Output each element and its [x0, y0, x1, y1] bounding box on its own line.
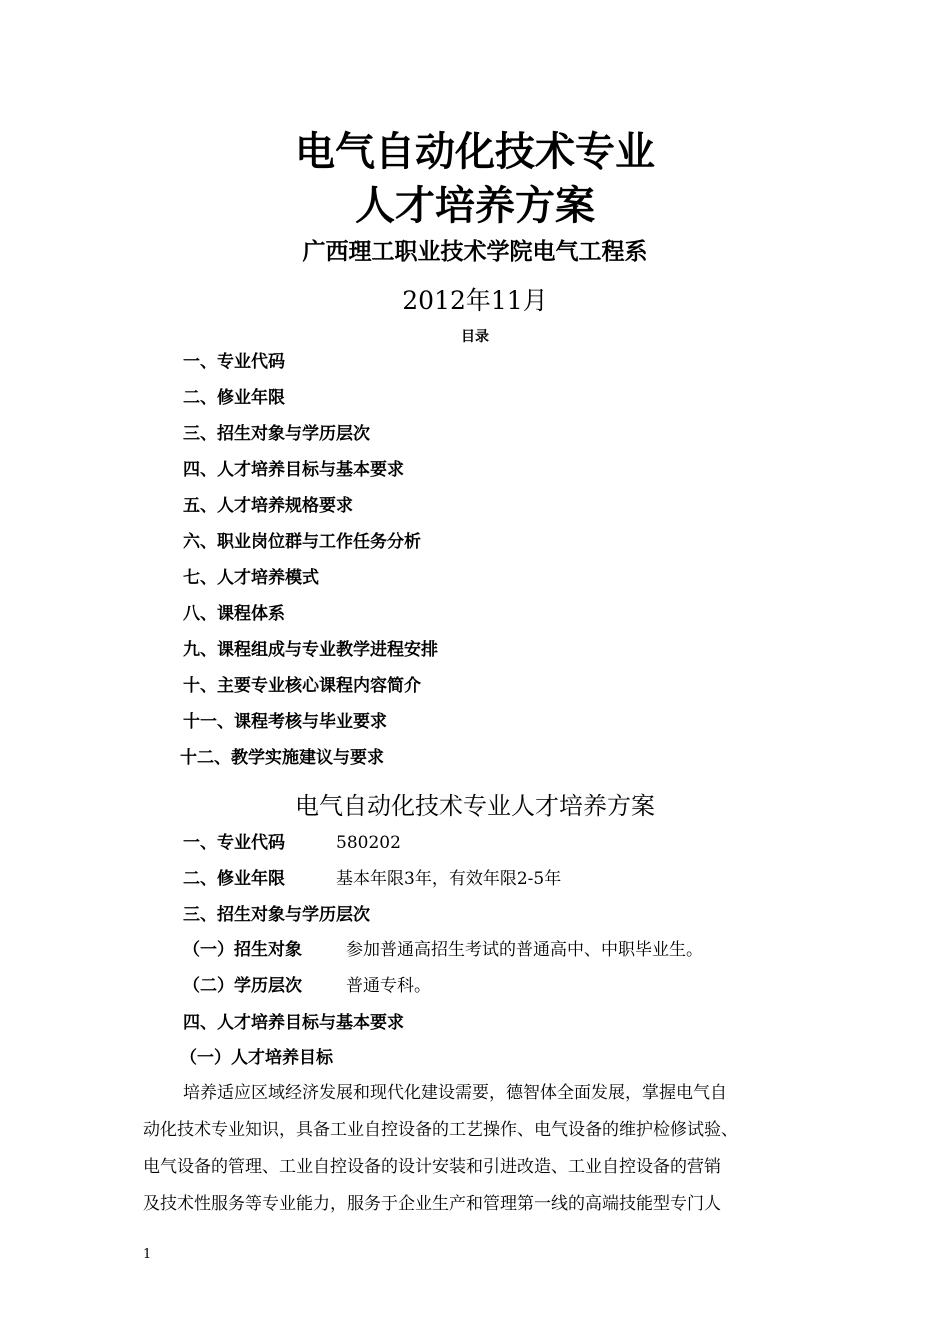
- toc-item-1: 一、专业代码: [183, 352, 285, 372]
- section-3-heading: 三、招生对象与学历层次: [183, 905, 370, 925]
- toc-item-3: 三、招生对象与学历层次: [183, 424, 370, 444]
- doc-title: 电气自动化技术专业人才培养方案: [295, 792, 655, 820]
- paragraph-line-1: 培养适应区域经济发展和现代化建设需要，德智体全面发展，掌握电气自: [183, 1083, 727, 1103]
- paragraph-line-4: 及技术性服务等专业能力，服务于企业生产和管理第一线的高端技能型专门人: [143, 1194, 721, 1214]
- toc-item-8: 八、课程体系: [183, 604, 285, 624]
- page-number: 1: [143, 1247, 152, 1262]
- toc-item-10: 十、主要专业核心课程内容简介: [183, 676, 421, 696]
- section-4-1-label: （一）人才培养目标: [180, 1048, 333, 1068]
- toc-item-12: 十二、教学实施建议与要求: [180, 748, 384, 768]
- section-1-heading: 一、专业代码: [183, 833, 285, 853]
- section-3-2-label: （二）学历层次: [183, 976, 302, 996]
- paragraph-line-3: 电气设备的管理、工业自控设备的设计安装和引进改造、工业自控设备的营销: [143, 1157, 721, 1177]
- toc-item-4: 四、人才培养目标与基本要求: [183, 460, 404, 480]
- section-4-heading: 四、人才培养目标与基本要求: [183, 1013, 404, 1033]
- toc-item-5: 五、人才培养规格要求: [183, 496, 353, 516]
- paragraph-line-2: 动化技术专业知识，具备工业自控设备的工艺操作、电气设备的维护检修试验、: [143, 1120, 738, 1140]
- toc-item-11: 十一、课程考核与毕业要求: [183, 712, 387, 732]
- toc-item-2: 二、修业年限: [183, 388, 285, 408]
- toc-item-7: 七、人才培养模式: [183, 568, 319, 588]
- title-line-1: 电气自动化技术专业: [295, 128, 655, 175]
- section-2-heading: 二、修业年限: [183, 869, 285, 889]
- title-line-2: 人才培养方案: [355, 182, 595, 229]
- toc-title: 目录: [461, 329, 489, 345]
- section-3-1-label: （一）招生对象: [183, 940, 302, 960]
- department-name: 广西理工职业技术学院电气工程系: [302, 239, 648, 265]
- toc-item-9: 九、课程组成与专业教学进程安排: [183, 640, 438, 660]
- document-date: 2012年11月: [402, 286, 548, 315]
- section-2-value: 基本年限3年，有效年限2-5年: [336, 869, 562, 889]
- section-3-1-value: 参加普通高招生考试的普通高中、中职毕业生。: [346, 940, 703, 960]
- section-1-value: 580202: [336, 833, 401, 853]
- toc-item-6: 六、职业岗位群与工作任务分析: [183, 532, 421, 552]
- section-3-2-value: 普通专科。: [346, 976, 431, 996]
